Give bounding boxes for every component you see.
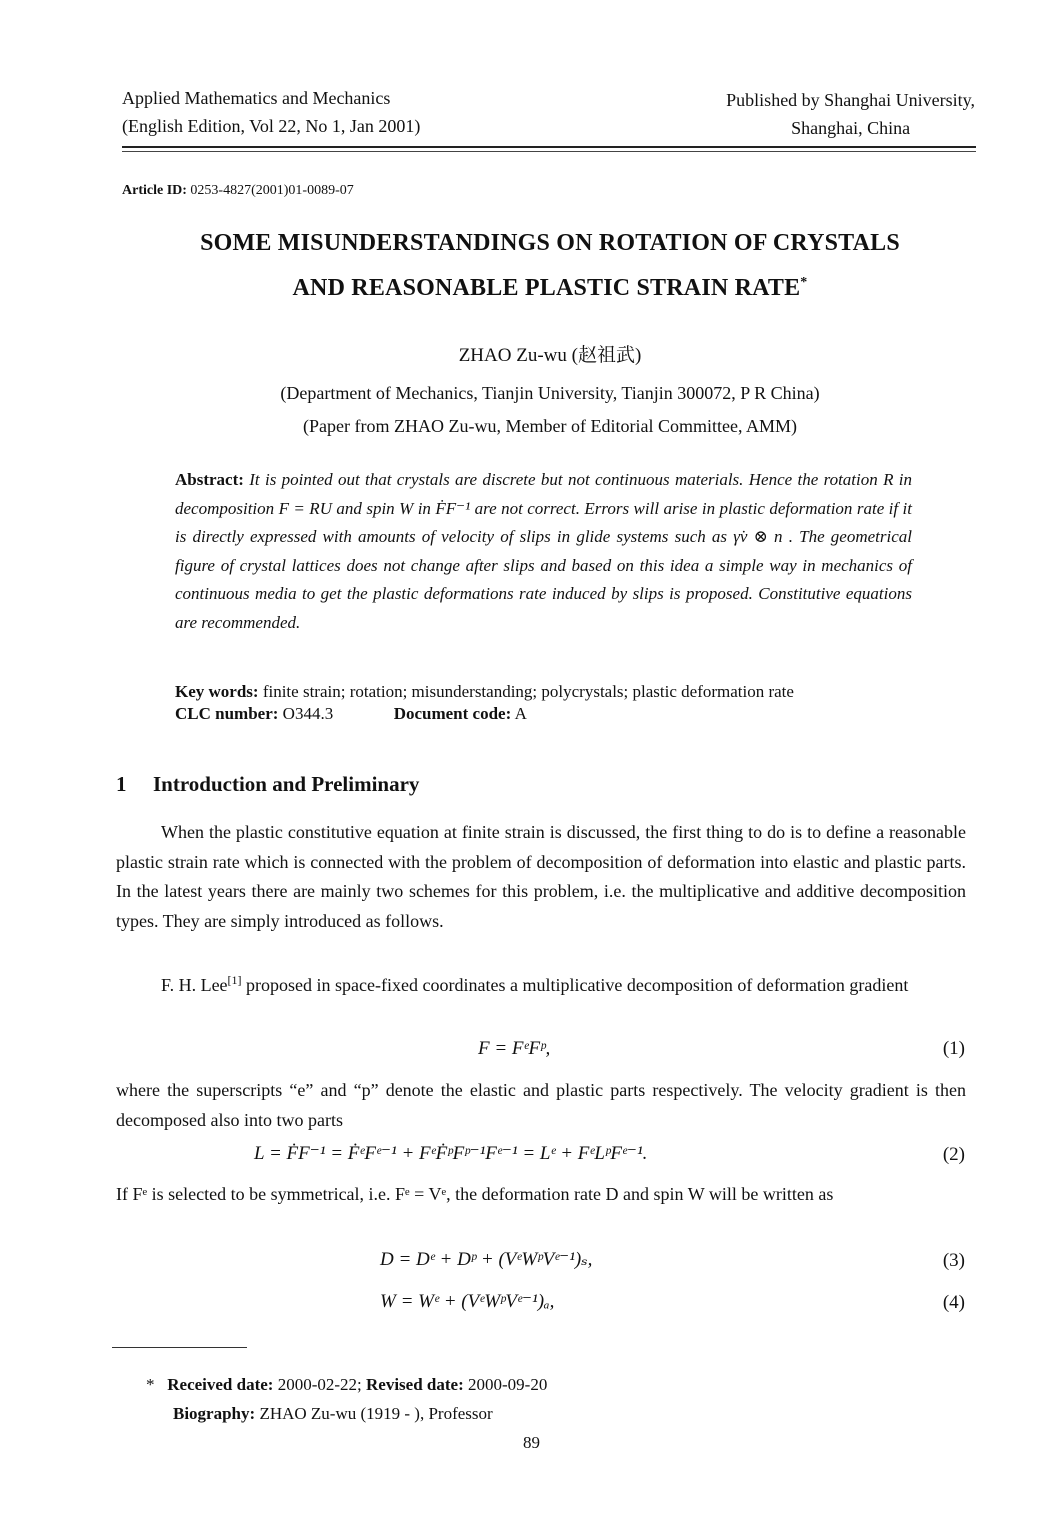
title-line-1: SOME MISUNDERSTANDINGS ON ROTATION OF CRYSTALS — [200, 230, 900, 256]
header-rule-thin — [122, 151, 976, 152]
citation-ref: [1] — [227, 973, 242, 987]
publisher-name: Published by Shanghai University, — [726, 90, 975, 110]
equation-1: F = FᵉFᵖ, — [478, 1038, 551, 1059]
article-id — [122, 183, 354, 199]
received-date: 2000-02-22; — [277, 1375, 362, 1394]
section-title: Introduction and Preliminary — [153, 772, 420, 796]
received-label: Received date: — [167, 1375, 274, 1394]
footnote-mark: * — [146, 1375, 155, 1394]
keywords-label: Key words: — [175, 682, 259, 701]
doc-code-value: A — [514, 704, 527, 723]
equation-3-number: (3) — [942, 1250, 965, 1271]
publisher-location: Shanghai, China — [791, 118, 911, 138]
clc-value: O344.3 — [282, 704, 334, 723]
clc-label: CLC number: — [175, 704, 279, 723]
revised-date: 2000-09-20 — [468, 1375, 548, 1394]
author: ZHAO Zu-wu (赵祖武) — [458, 345, 642, 366]
header-rule — [122, 146, 976, 148]
keywords-value: finite strain; rotation; misunderstanding; polycrystals; plastic deformation rate — [262, 682, 794, 701]
footnote-biography — [173, 1399, 493, 1429]
abstract-text: It is pointed out that crystals are discrete but not continuous materials. Hence the rotation R in decomposition F = RU and spin W in ḞF⁻¹ are not correct. Errors will arise in plastic deformation rate if it is directly expressed with amounts of velocity of slips in glide systems such as γ̇v ⊗ n . The geometrical figure of crystal lattices does not change after slips and based on this idea a simple way in mechanics of continuous media to get the plastic deformations rate induced by slips is proposed. Constitutive equations are recommended. — [175, 470, 913, 632]
equation-2: L = ḞF⁻¹ = ḞᵉFᵉ⁻¹ + FᵉḞᵖFᵖ⁻¹Fᵉ⁻¹ = Lᵉ + FᵉLᵖFᵉ⁻¹. — [254, 1143, 648, 1164]
paragraph-2-start: F. H. Lee — [161, 975, 228, 995]
paragraph-1: When the plastic constitutive equation at finite strain is discussed, the first thing to do is to define a reasonable plastic strain rate which is connected with the problem of decomposition of deformation into elastic and plastic parts. In the latest years there are mainly two schemes for this problem, i.e. the multiplicative and additive decomposition types. They are simply introduced as follows. — [116, 822, 966, 931]
biography-text: ZHAO Zu-wu (1919 - ), Professor — [259, 1404, 493, 1423]
abstract — [175, 466, 912, 637]
paragraph-2-rest: proposed in space-fixed coordinates a multiplicative decomposition of deformation gradient — [241, 975, 909, 995]
keywords — [175, 677, 794, 706]
journal-name: Applied Mathematics and Mechanics — [122, 88, 391, 108]
equation-4-number: (4) — [942, 1292, 965, 1313]
section-number: 1 — [116, 772, 127, 796]
classification — [175, 704, 527, 724]
paragraph-2 — [116, 966, 966, 1001]
abstract-label: Abstract: — [175, 470, 244, 489]
paragraph-4: If Fᵉ is selected to be symmetrical, i.e. Fᵉ = Vᵉ, the deformation rate D and spin W will be written as — [116, 1184, 834, 1204]
revised-label: Revised date: — [366, 1375, 464, 1394]
equation-3: D = Dᵉ + Dᵖ + (VᵉWᵖVᵉ⁻¹)ₛ, — [380, 1249, 593, 1270]
equation-1-number: (1) — [942, 1038, 965, 1059]
title-line-2: AND REASONABLE PLASTIC STRAIN RATE — [292, 275, 801, 301]
equation-2-number: (2) — [942, 1144, 965, 1165]
footnote-rule — [112, 1347, 247, 1348]
doc-code-label: Document code: — [393, 704, 512, 723]
publisher-header — [726, 86, 975, 142]
title-footnote-mark: * — [800, 275, 808, 290]
page-number: 89 — [523, 1433, 540, 1452]
affiliation: (Department of Mechanics, Tianjin University, Tianjin 300072, P R China) — [280, 383, 820, 403]
equation-4: W = Wᵉ + (VᵉWᵖVᵉ⁻¹)ₐ, — [380, 1291, 555, 1312]
section-heading — [116, 772, 419, 797]
biography-label: Biography: — [173, 1404, 256, 1423]
footnote-dates — [146, 1370, 547, 1400]
article-id-value: 0253-4827(2001)01-0089-07 — [190, 183, 354, 198]
article-id-label: Article ID: — [122, 183, 187, 198]
paper-from: (Paper from ZHAO Zu-wu, Member of Editorial Committee, AMM) — [303, 416, 797, 436]
journal-header — [122, 84, 420, 140]
affiliation-block — [120, 377, 980, 443]
paper-title — [120, 223, 980, 308]
paragraph-3: where the superscripts “e” and “p” denote the elastic and plastic parts respectively. The velocity gradient is then decomposed also into two parts — [116, 1080, 966, 1130]
journal-edition: (English Edition, Vol 22, No 1, Jan 2001) — [122, 116, 421, 136]
